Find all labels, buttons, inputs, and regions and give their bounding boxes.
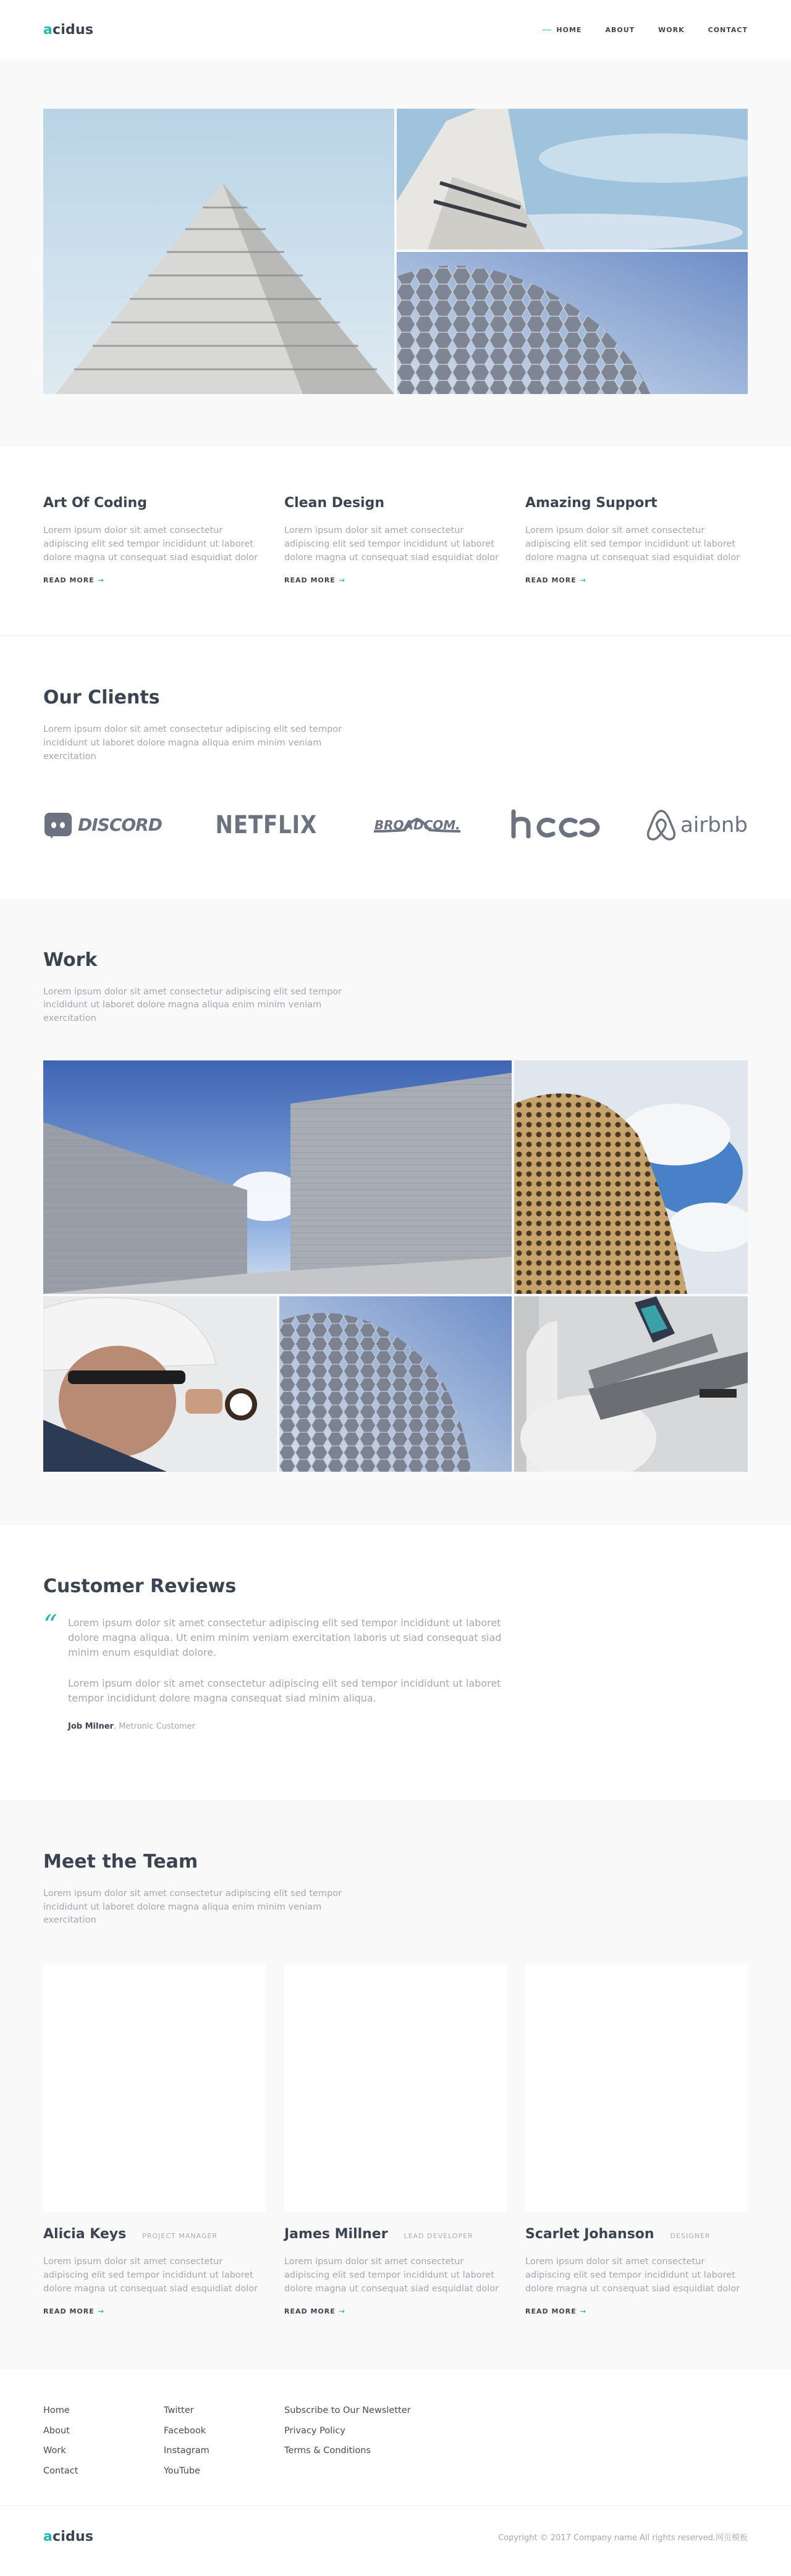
work-image-hexagon-dome[interactable] [279,1296,512,1472]
work-image-legs-chair[interactable] [514,1296,748,1472]
hero-gallery [43,109,748,394]
work-image-perforated-tower[interactable] [514,1060,748,1294]
team-member-role: LEAD DEVELOPER [404,2232,473,2240]
footer-logo[interactable] [43,2529,93,2545]
logo-text: cidus [53,22,94,38]
footer-nav-links [43,2406,164,2475]
team-member-card [284,1963,507,2316]
team-section [0,1800,791,2370]
section-lead: Lorem ipsum dolor sit amet consectetur adipiscing elit sed tempor incididunt ut laboret dolore magna aliqua enim minim veniam exercitation [43,724,342,761]
team-member-name: James Millner [284,2226,388,2242]
footer-info-links [284,2406,411,2475]
read-more-link[interactable] [43,576,104,584]
section-lead: Lorem ipsum dolor sit amet consectetur adipiscing elit sed tempor incididunt ut laboret dolore magna aliqua enim minim veniam exercitation [43,986,342,1023]
footer-link-terms[interactable]: Terms & Conditions [284,2446,371,2456]
hero-section [0,59,791,446]
hero-image-pyramid-building [43,109,394,394]
work-gallery-row-1 [43,1060,748,1294]
read-more-link[interactable] [525,576,586,584]
feature-text: Lorem ipsum dolor sit amet consectetur adipiscing elit sed tempor incididunt ut laboret dolore magna ut consequat siad esquidiat dolor [43,526,258,563]
copyright-text: Copyright © 2017 Company name All rights reserved.网页模板 [498,2533,748,2543]
footer-link-newsletter[interactable]: Subscribe to Our Newsletter [284,2406,411,2416]
section-title: Customer Reviews [43,1575,237,1597]
section-title: Our Clients [43,687,160,709]
feature-card [525,495,748,585]
section-title: Work [43,949,98,971]
read-more-label: READ MORE [525,2307,577,2316]
nav-contact[interactable]: CONTACT [708,25,748,34]
airbnb-icon [646,808,677,842]
site-footer [0,2369,791,2506]
feature-text: Lorem ipsum dolor sit amet consectetur adipiscing elit sed tempor incididunt ut laboret dolore magna ut consequat siad esquidiat dolor [525,526,740,563]
feature-title: Amazing Support [525,495,658,511]
feature-text: Lorem ipsum dolor sit amet consectetur adipiscing elit sed tempor incididunt ut laboret dolore magna ut consequat siad esquidiat dolor [284,526,499,563]
hero-image-hexagon-dome [397,252,748,394]
team-member-heading [525,2226,748,2242]
logo-text: cidus [53,2528,94,2545]
discord-icon [43,810,73,840]
client-logo-netflix [206,811,326,839]
client-logo-discord [43,810,162,840]
clients-section [0,636,791,898]
read-more-label: READ MORE [525,576,577,585]
nav-home[interactable]: HOME [556,25,582,34]
read-more-label: READ MORE [284,2307,336,2316]
arrow-right-icon: → [580,2307,586,2316]
reviews-section [0,1525,791,1800]
read-more-link[interactable] [43,2307,104,2315]
features-section [0,446,791,636]
team-member-name: Scarlet Johanson [525,2226,654,2242]
footer-link-about[interactable]: About [43,2425,70,2436]
arrow-right-icon: → [339,2307,345,2316]
feature-card [43,495,266,585]
review-paragraph-2: Lorem ipsum dolor sit amet consectetur adipiscing elit sed tempor incididunt ut laboret tempor incididunt dolore magna consequat siad minim aliqua. [68,1677,501,1704]
read-more-label: READ MORE [43,576,95,585]
read-more-link[interactable] [525,2307,586,2315]
team-member-name: Alicia Keys [43,2226,127,2242]
team-member-heading [284,2226,507,2242]
footer-social-links [164,2406,284,2475]
team-member-photo [525,1963,748,2213]
logo-accent: a [43,22,53,38]
footer-link-twitter[interactable]: Twitter [164,2406,194,2416]
team-member-bio: Lorem ipsum dolor sit amet consectetur adipiscing elit sed tempor incididunt ut laboret dolore magna ut consequat siad esquidiat dolor [284,2257,499,2294]
section-title: Meet the Team [43,1850,198,1873]
work-section [0,899,791,1525]
read-more-label: READ MORE [284,576,336,585]
team-cards [43,1963,748,2316]
author-name: Job Milner [68,1721,114,1731]
team-member-heading [43,2226,266,2242]
site-header [0,0,791,59]
arrow-right-icon: → [339,576,345,585]
team-member-photo [43,1963,266,2213]
discord-wordmark: DISCORD [78,815,162,835]
work-image-worker-helmet[interactable] [43,1296,277,1472]
footer-link-instagram[interactable]: Instagram [164,2446,209,2456]
team-member-card [525,1963,748,2316]
read-more-link[interactable] [284,576,345,584]
review-quote [43,1609,531,1731]
arrow-right-icon: → [580,576,586,585]
feature-title: Art Of Coding [43,495,147,511]
client-logo-hcc [509,807,601,844]
read-more-link[interactable] [284,2307,345,2315]
review-author [68,1722,531,1731]
main-nav [556,26,748,34]
logo-accent: a [43,2528,53,2545]
section-lead: Lorem ipsum dolor sit amet consectetur adipiscing elit sed tempor incididunt ut laboret dolore magna aliqua enim minim veniam exercitation [43,1888,342,1926]
footer-link-home[interactable]: Home [43,2406,70,2416]
feature-card [284,495,507,585]
broadcom-wordmark: BROADCOM. [374,817,460,833]
footer-link-contact[interactable]: Contact [43,2465,78,2476]
arrow-right-icon: → [98,2307,104,2316]
footer-link-facebook[interactable]: Facebook [164,2425,206,2436]
work-image-grey-buildings[interactable] [43,1060,512,1294]
client-logo-broadcom [371,818,463,833]
arrow-right-icon: → [98,576,104,585]
footer-link-privacy[interactable]: Privacy Policy [284,2425,345,2436]
team-member-bio: Lorem ipsum dolor sit amet consectetur adipiscing elit sed tempor incididunt ut laboret dolore magna ut consequat siad esquidiat dolor [525,2257,740,2294]
team-member-bio: Lorem ipsum dolor sit amet consectetur adipiscing elit sed tempor incididunt ut laboret dolore magna ut consequat siad esquidiat dolor [43,2257,258,2294]
hero-image-modern-facade [397,109,748,250]
footer-link-work[interactable]: Work [43,2446,66,2456]
team-member-card [43,1963,266,2316]
hcc-wordmark [509,807,601,844]
netflix-wordmark: NETFLIX [215,810,318,839]
client-logo-airbnb [646,808,748,842]
review-paragraph-1: Lorem ipsum dolor sit amet consectetur adipiscing elit sed tempor incididunt ut laboret dolore magna aliqua. Ut enim minim veniam exercitation laboris ut siad consequat siad minim enum esquidiat dolore. [68,1616,502,1658]
nav-about[interactable]: ABOUT [605,25,635,34]
team-member-role: PROJECT MANAGER [142,2232,218,2240]
feature-title: Clean Design [284,495,385,511]
client-logos [43,803,748,847]
quote-icon: “ [43,1609,57,1641]
team-member-photo [284,1963,507,2213]
work-gallery-row-2 [43,1296,748,1472]
team-member-role: DESIGNER [670,2232,711,2240]
airbnb-wordmark: airbnb [680,812,748,837]
author-role: , Metronic Customer [113,1721,195,1731]
read-more-label: READ MORE [43,2307,95,2316]
footer-link-youtube[interactable]: YouTube [164,2465,200,2476]
footer-bottom-bar [0,2506,791,2567]
site-logo[interactable] [43,22,93,38]
nav-work[interactable]: WORK [658,25,685,34]
